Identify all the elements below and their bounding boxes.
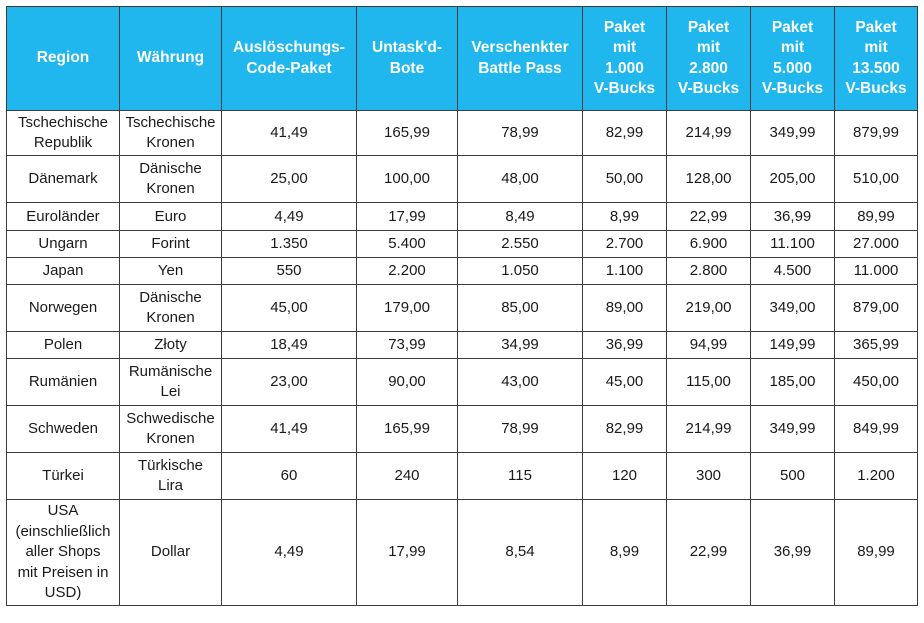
cell-2800-vbucks: 219,00 (667, 285, 751, 332)
header-5000-vbucks: Paket mit 5.000 V-Bucks (751, 7, 835, 111)
table-row (7, 332, 918, 359)
cell-gifted-battle-pass: 1.050 (458, 258, 583, 285)
cell-2800-vbucks: 300 (667, 453, 751, 500)
cell-1000-vbucks: 120 (583, 453, 667, 500)
cell-2800-vbucks: 94,99 (667, 332, 751, 359)
cell-region: Türkei (7, 453, 120, 500)
cell-untaskd-courier: 90,00 (357, 359, 458, 406)
cell-wipeout-pack: 23,00 (222, 359, 357, 406)
cell-1000-vbucks: 1.100 (583, 258, 667, 285)
cell-untaskd-courier: 179,00 (357, 285, 458, 332)
table-row (7, 285, 918, 332)
cell-2800-vbucks: 22,99 (667, 500, 751, 606)
cell-currency: Dänische Kronen (120, 156, 222, 203)
cell-currency: Dänische Kronen (120, 285, 222, 332)
cell-untaskd-courier: 17,99 (357, 500, 458, 606)
cell-untaskd-courier: 165,99 (357, 111, 458, 156)
cell-gifted-battle-pass: 8,49 (458, 203, 583, 231)
table-row (7, 203, 918, 231)
cell-region: USA (einschließlich aller Shops mit Preisen in USD) (7, 500, 120, 606)
cell-gifted-battle-pass: 115 (458, 453, 583, 500)
cell-region: Schweden (7, 406, 120, 453)
cell-region: Polen (7, 332, 120, 359)
cell-wipeout-pack: 60 (222, 453, 357, 500)
cell-5000-vbucks: 500 (751, 453, 835, 500)
cell-5000-vbucks: 205,00 (751, 156, 835, 203)
cell-5000-vbucks: 149,99 (751, 332, 835, 359)
cell-wipeout-pack: 4,49 (222, 500, 357, 606)
cell-currency: Złoty (120, 332, 222, 359)
cell-region: Euroländer (7, 203, 120, 231)
cell-wipeout-pack: 45,00 (222, 285, 357, 332)
cell-13500-vbucks: 365,99 (835, 332, 918, 359)
header-wipeout-pack: Auslöschungs- Code-Paket (222, 7, 357, 111)
cell-gifted-battle-pass: 85,00 (458, 285, 583, 332)
cell-1000-vbucks: 82,99 (583, 406, 667, 453)
cell-1000-vbucks: 2.700 (583, 231, 667, 258)
cell-2800-vbucks: 214,99 (667, 406, 751, 453)
cell-gifted-battle-pass: 78,99 (458, 111, 583, 156)
cell-13500-vbucks: 27.000 (835, 231, 918, 258)
cell-gifted-battle-pass: 43,00 (458, 359, 583, 406)
cell-2800-vbucks: 214,99 (667, 111, 751, 156)
cell-untaskd-courier: 73,99 (357, 332, 458, 359)
cell-currency: Rumänische Lei (120, 359, 222, 406)
cell-13500-vbucks: 510,00 (835, 156, 918, 203)
cell-gifted-battle-pass: 2.550 (458, 231, 583, 258)
cell-2800-vbucks: 6.900 (667, 231, 751, 258)
cell-5000-vbucks: 4.500 (751, 258, 835, 285)
cell-5000-vbucks: 349,00 (751, 285, 835, 332)
cell-wipeout-pack: 18,49 (222, 332, 357, 359)
vbucks-price-table (6, 6, 918, 606)
table-row (7, 258, 918, 285)
cell-gifted-battle-pass: 8,54 (458, 500, 583, 606)
table-row (7, 453, 918, 500)
cell-wipeout-pack: 550 (222, 258, 357, 285)
cell-currency: Euro (120, 203, 222, 231)
table-row (7, 359, 918, 406)
cell-currency: Türkische Lira (120, 453, 222, 500)
cell-2800-vbucks: 2.800 (667, 258, 751, 285)
cell-region: Ungarn (7, 231, 120, 258)
cell-region: Japan (7, 258, 120, 285)
cell-wipeout-pack: 41,49 (222, 111, 357, 156)
table-row (7, 156, 918, 203)
table-header-row (7, 7, 918, 111)
table-row (7, 500, 918, 606)
cell-5000-vbucks: 11.100 (751, 231, 835, 258)
cell-2800-vbucks: 128,00 (667, 156, 751, 203)
cell-region: Norwegen (7, 285, 120, 332)
cell-currency: Yen (120, 258, 222, 285)
header-13500-vbucks: Paket mit 13.500 V-Bucks (835, 7, 918, 111)
cell-13500-vbucks: 89,99 (835, 500, 918, 606)
cell-13500-vbucks: 89,99 (835, 203, 918, 231)
cell-untaskd-courier: 2.200 (357, 258, 458, 285)
cell-untaskd-courier: 5.400 (357, 231, 458, 258)
cell-wipeout-pack: 4,49 (222, 203, 357, 231)
cell-5000-vbucks: 185,00 (751, 359, 835, 406)
cell-wipeout-pack: 25,00 (222, 156, 357, 203)
header-currency: Währung (120, 7, 222, 111)
cell-5000-vbucks: 349,99 (751, 111, 835, 156)
cell-2800-vbucks: 115,00 (667, 359, 751, 406)
cell-1000-vbucks: 36,99 (583, 332, 667, 359)
cell-1000-vbucks: 45,00 (583, 359, 667, 406)
cell-13500-vbucks: 1.200 (835, 453, 918, 500)
cell-2800-vbucks: 22,99 (667, 203, 751, 231)
header-2800-vbucks: Paket mit 2.800 V-Bucks (667, 7, 751, 111)
cell-region: Tschechische Republik (7, 111, 120, 156)
table-row (7, 231, 918, 258)
cell-region: Dänemark (7, 156, 120, 203)
table-body (7, 111, 918, 606)
cell-gifted-battle-pass: 34,99 (458, 332, 583, 359)
cell-currency: Dollar (120, 500, 222, 606)
cell-untaskd-courier: 17,99 (357, 203, 458, 231)
cell-1000-vbucks: 50,00 (583, 156, 667, 203)
cell-gifted-battle-pass: 48,00 (458, 156, 583, 203)
table-row (7, 406, 918, 453)
cell-5000-vbucks: 36,99 (751, 500, 835, 606)
cell-untaskd-courier: 240 (357, 453, 458, 500)
header-1000-vbucks: Paket mit 1.000 V-Bucks (583, 7, 667, 111)
cell-gifted-battle-pass: 78,99 (458, 406, 583, 453)
header-gifted-battle-pass: Verschenkter Battle Pass (458, 7, 583, 111)
header-untaskd-courier: Untask'd- Bote (357, 7, 458, 111)
cell-13500-vbucks: 879,99 (835, 111, 918, 156)
cell-5000-vbucks: 36,99 (751, 203, 835, 231)
cell-13500-vbucks: 11.000 (835, 258, 918, 285)
cell-13500-vbucks: 879,00 (835, 285, 918, 332)
cell-13500-vbucks: 450,00 (835, 359, 918, 406)
cell-untaskd-courier: 100,00 (357, 156, 458, 203)
cell-wipeout-pack: 1.350 (222, 231, 357, 258)
cell-untaskd-courier: 165,99 (357, 406, 458, 453)
cell-5000-vbucks: 349,99 (751, 406, 835, 453)
cell-region: Rumänien (7, 359, 120, 406)
cell-1000-vbucks: 89,00 (583, 285, 667, 332)
cell-13500-vbucks: 849,99 (835, 406, 918, 453)
cell-currency: Forint (120, 231, 222, 258)
cell-1000-vbucks: 8,99 (583, 500, 667, 606)
cell-wipeout-pack: 41,49 (222, 406, 357, 453)
cell-currency: Tschechische Kronen (120, 111, 222, 156)
cell-currency: Schwedische Kronen (120, 406, 222, 453)
header-region: Region (7, 7, 120, 111)
cell-1000-vbucks: 82,99 (583, 111, 667, 156)
cell-1000-vbucks: 8,99 (583, 203, 667, 231)
table-row (7, 111, 918, 156)
